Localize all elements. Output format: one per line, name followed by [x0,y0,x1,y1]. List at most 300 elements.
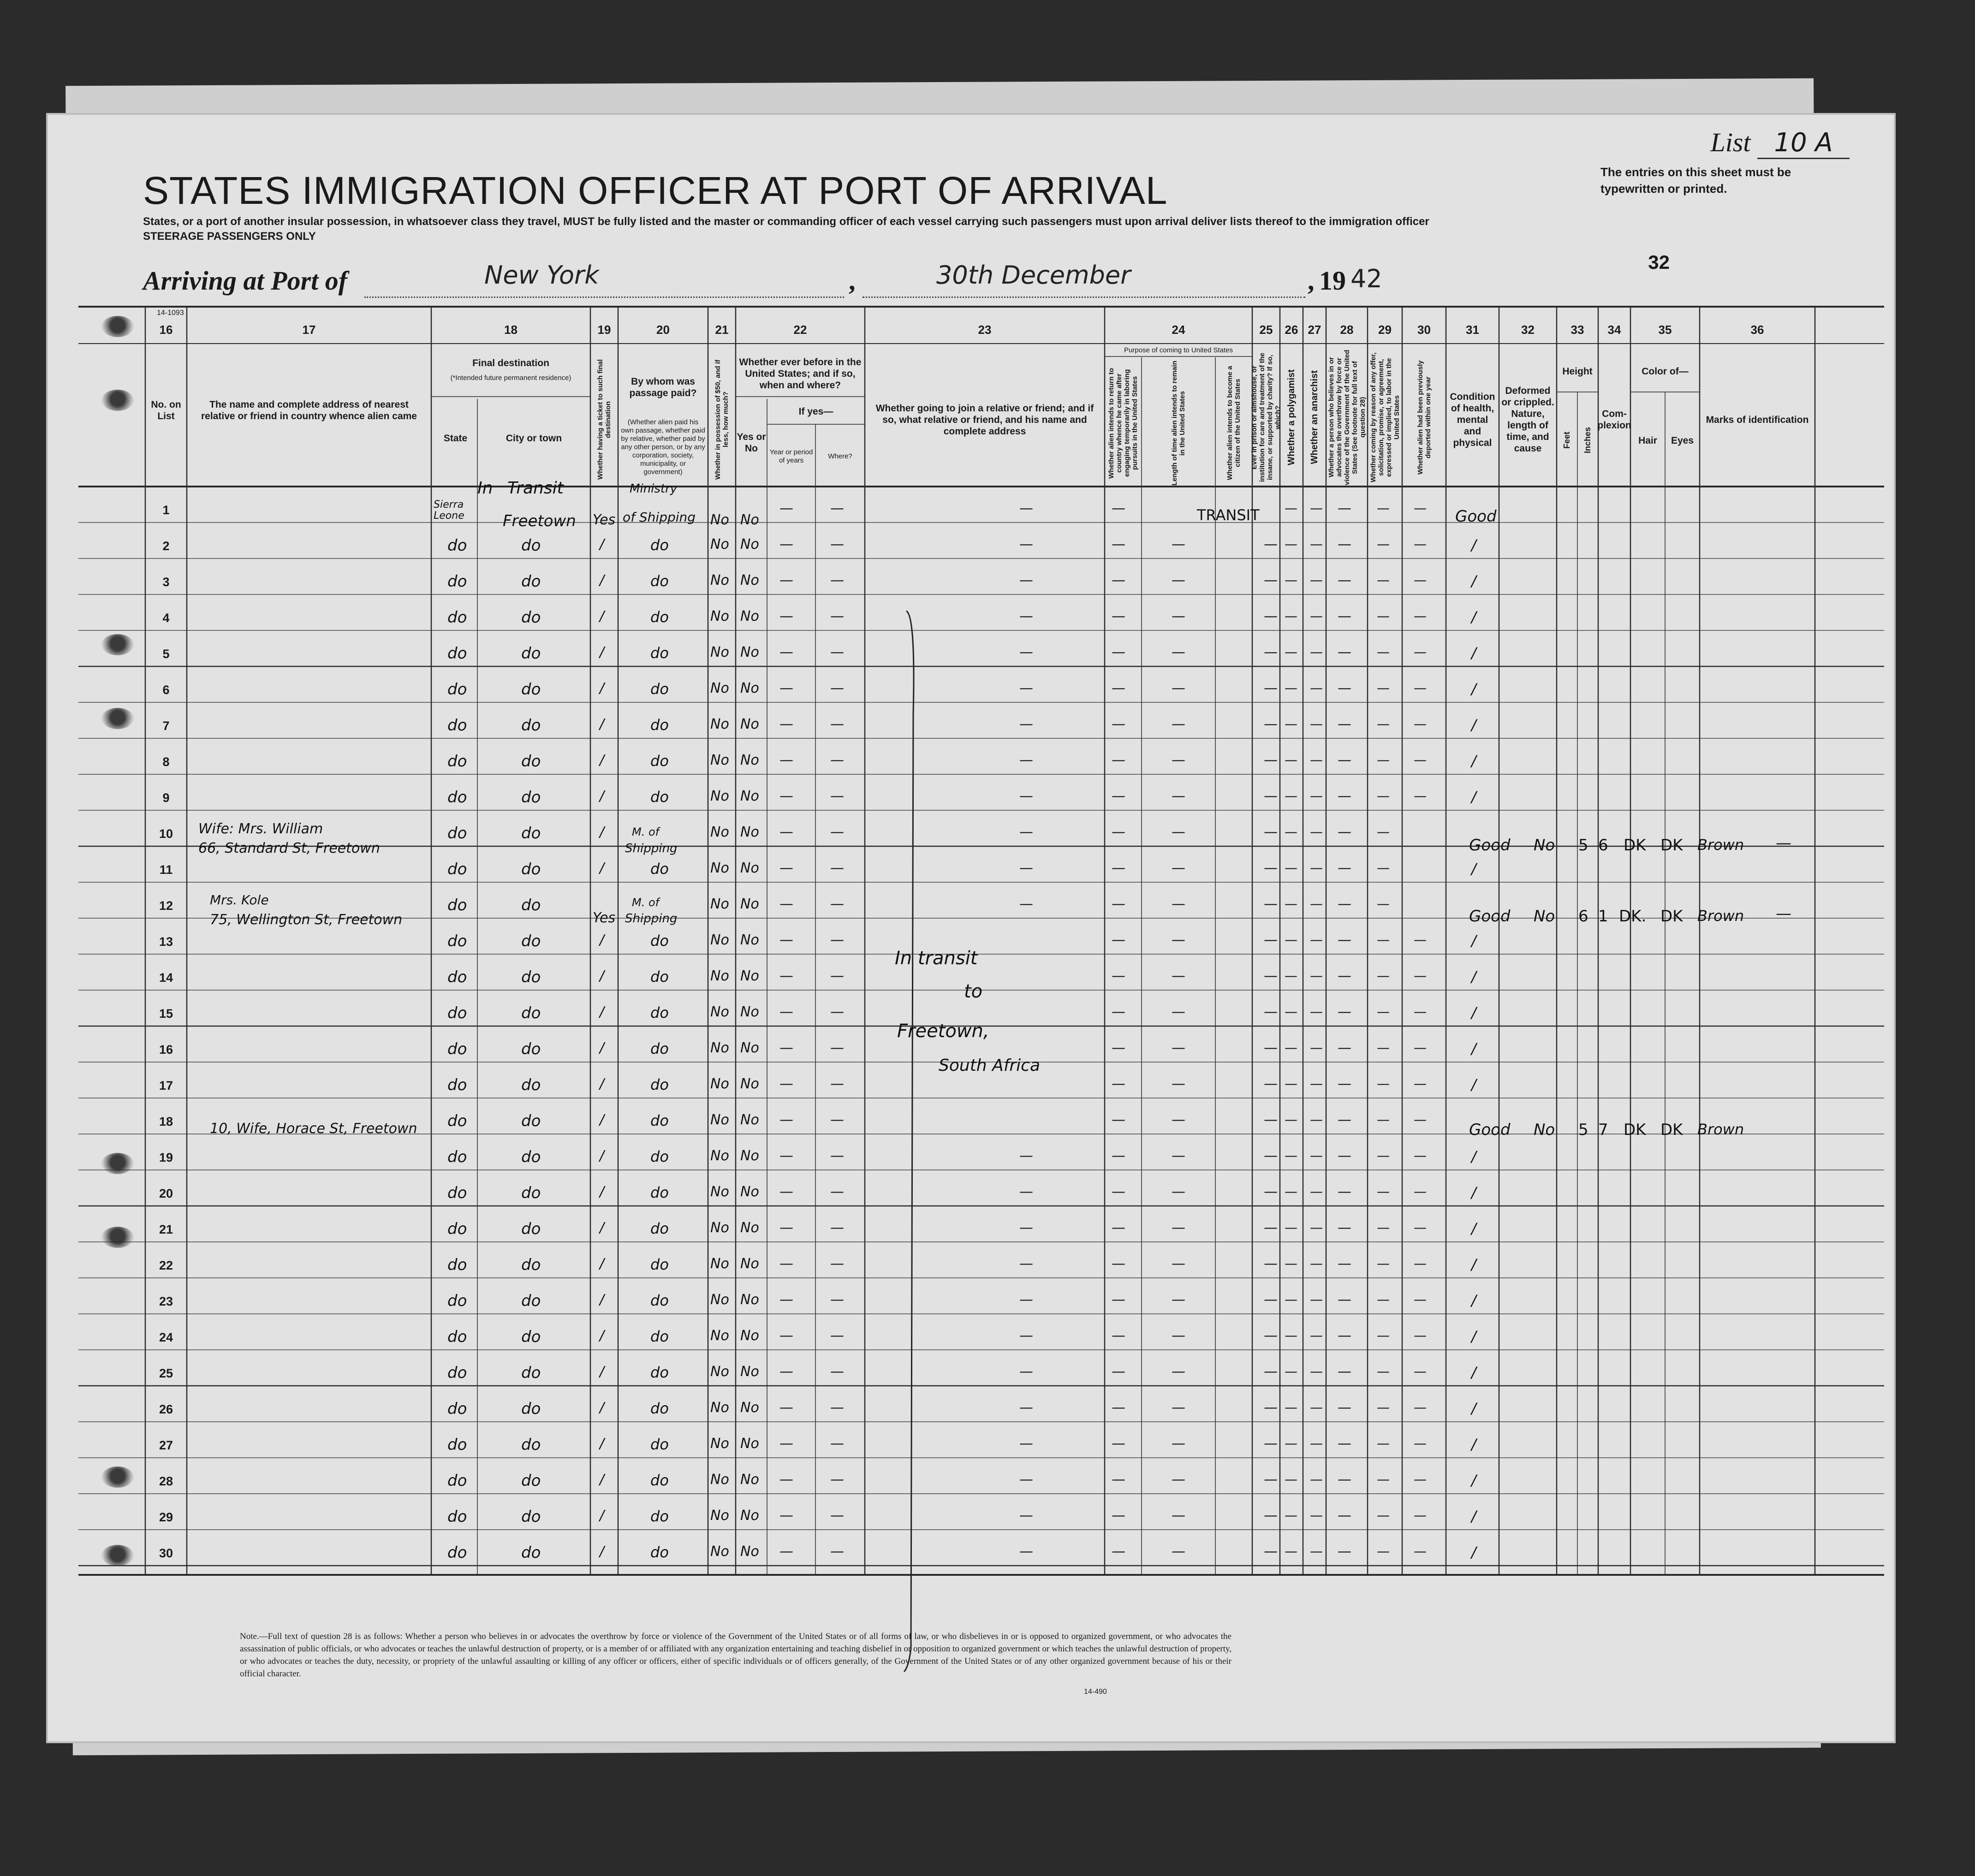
period-dash: — [779,1004,793,1020]
labor-dash: — [1377,1292,1390,1307]
health-tick: / [1471,968,1476,985]
header-ticket: Whether having a ticket to such final destination [596,359,612,480]
health-tick: / [1471,752,1476,770]
period-dash: — [779,1472,793,1488]
where-dash: — [830,1472,844,1488]
health-tick: / [1471,608,1476,626]
money-no: No [710,1472,729,1488]
length-dash: — [1172,968,1185,984]
colnum-24: 24 [1172,322,1185,337]
join-dash: — [1019,500,1033,516]
ticket-tick: / [600,644,605,660]
colnum-28: 28 [1340,322,1354,337]
entry-complexion-row10: DK [1624,836,1646,855]
city-ditto: do [521,1184,541,1202]
join-dash: — [1019,1472,1033,1488]
length-dash: — [1172,680,1185,696]
row-number: 15 [159,1007,173,1021]
prison-dash: — [1264,1364,1278,1380]
entry-join-d: South Africa [939,1056,1041,1075]
period-dash: — [779,896,793,912]
labor-dash: — [1377,1436,1390,1451]
purpose-dash: — [1112,1112,1125,1128]
period-dash: — [779,1400,793,1416]
entry-ticket-row12: Yes [593,910,616,926]
purpose-dash: — [1112,1076,1125,1092]
anarchist-dash: — [1310,500,1323,516]
polygamist-dash: — [1285,1112,1297,1127]
overthrow-dash: — [1338,1436,1351,1452]
length-dash: — [1172,860,1185,876]
state-ditto: do [447,644,467,663]
purpose-dash: — [1112,752,1125,768]
entry-relative-row10b: 66, Standard St, Freetown [198,840,380,856]
state-ditto: do [447,824,467,843]
city-ditto: do [521,1328,541,1346]
row-number: 12 [159,899,173,913]
header-purpose-return: Whether alien intends to return to country whence he came after engaging temporarily in laboring pursuits in the United States [1107,368,1139,479]
overthrow-dash: — [1338,536,1351,552]
city-ditto: do [521,572,541,591]
row-number: 19 [159,1151,173,1164]
health-tick: / [1471,1220,1476,1237]
period-dash: — [779,680,793,696]
prison-dash: — [1264,608,1278,624]
ticket-tick: / [600,1148,605,1164]
prison-dash: — [1264,1220,1278,1236]
prison-dash: — [1264,1148,1278,1164]
deported-dash: — [1414,1184,1427,1199]
where-dash: — [830,608,844,624]
polygamist-dash: — [1285,716,1297,731]
manifest-page [46,113,1896,1743]
deported-dash: — [1414,1400,1427,1415]
prison-dash: — [1264,644,1278,660]
row-number: 1 [162,503,170,517]
where-dash: — [830,860,844,876]
anarchist-dash: — [1310,1472,1323,1487]
overthrow-dash: — [1338,644,1351,660]
overthrow-dash: — [1338,968,1351,984]
header-where: Where? [828,452,852,460]
overthrow-dash: — [1338,1184,1351,1200]
health-tick: / [1471,860,1476,878]
length-dash: — [1172,1364,1185,1380]
where-dash: — [830,896,844,912]
ticket-tick: / [600,968,605,984]
subtitle-line-2: STEERAGE PASSENGERS ONLY [143,230,316,243]
header-purpose: Purpose of coming to United States [1124,346,1233,354]
ticket-tick: / [600,572,605,588]
header-final-destination: Final destination [472,358,549,368]
purpose-dash: — [1112,968,1125,984]
city-ditto: do [521,932,541,950]
before-no: No [740,1400,759,1416]
state-ditto: do [447,536,467,555]
join-dash: — [1019,536,1033,552]
overthrow-dash: — [1338,1112,1351,1128]
state-ditto: do [447,680,467,699]
purpose-dash: — [1112,1040,1125,1056]
before-no: No [740,1076,759,1092]
entry-before-row1: No [740,512,759,528]
entry-money-row1: No [710,512,729,528]
row-number: 30 [159,1546,173,1560]
polygamist-dash: — [1285,1544,1297,1559]
anarchist-dash: — [1310,1220,1323,1235]
overthrow-dash: — [1338,500,1351,516]
polygamist-dash: — [1285,860,1297,875]
ticket-tick: / [600,680,605,696]
purpose-dash: — [1112,1436,1125,1452]
where-dash: — [830,572,844,588]
before-no: No [740,1508,759,1524]
purpose-dash: — [1112,1184,1125,1200]
labor-dash: — [1377,716,1390,731]
port-of-arrival: New York [484,261,599,290]
money-no: No [710,752,729,768]
anarchist-dash: — [1310,680,1323,695]
money-no: No [710,1436,729,1452]
labor-dash: — [1377,1076,1390,1091]
state-ditto: do [447,896,467,914]
period-dash: — [779,608,793,624]
purpose-dash: — [1112,1400,1125,1416]
header-money: Whether in possession of $50, and if less, how much? [714,359,730,480]
city-ditto: do [521,716,541,735]
prison-dash: — [1264,1040,1278,1056]
length-dash: — [1172,1112,1185,1128]
header-no-on-list: No. on List [151,399,181,422]
health-tick: / [1471,932,1476,950]
health-tick: / [1471,1004,1476,1021]
polygamist-dash: — [1285,1400,1297,1415]
entry-inches-row12: 1 [1598,907,1608,926]
purpose-dash: — [1112,500,1125,516]
purpose-dash: — [1112,1256,1125,1272]
prison-dash: — [1264,1436,1278,1452]
overthrow-dash: — [1338,824,1351,840]
state-ditto: do [447,1148,467,1166]
overthrow-dash: — [1338,932,1351,948]
where-dash: — [830,1292,844,1308]
ticket-tick: / [600,752,605,768]
health-tick: / [1471,536,1476,554]
purpose-dash: — [1112,788,1125,804]
header-overthrow-wrapper [1326,348,1368,487]
year-prefix: 19 [1319,266,1346,296]
period-dash: — [779,1184,793,1200]
ticket-tick: / [600,824,605,840]
anarchist-dash: — [1310,1508,1323,1523]
deported-dash: — [1414,1256,1427,1271]
header-polygamist: Whether a polygamist [1286,369,1297,465]
before-no: No [740,1472,759,1488]
entry-marks-row10: — [1776,834,1791,852]
state-ditto: do [447,1328,467,1346]
entry-inches-row10: 6 [1598,836,1608,855]
header-hair: Hair [1638,435,1657,446]
year-suffix: 42 [1350,264,1382,293]
entry-health-row1: Good [1455,507,1497,526]
deported-dash: — [1414,1148,1427,1163]
row-number: 29 [159,1510,173,1524]
entry-eyes-row10: Brown [1697,836,1744,854]
city-ditto: do [521,608,541,627]
deported-dash: — [1414,1004,1427,1019]
city-ditto: do [521,1544,541,1562]
polygamist-dash: — [1285,932,1297,947]
money-no: No [710,608,729,624]
ticket-tick: / [600,1292,605,1308]
polygamist-dash: — [1285,1436,1297,1451]
entry-paid-row1b: of Shipping [623,510,696,525]
before-no: No [740,968,759,984]
colnum-33: 33 [1570,322,1584,337]
header-join-relative: Whether going to join a relative or friend; and if so, what relative or friend, and his name and complete address [875,403,1094,437]
header-inches: Inches [1583,427,1592,454]
money-no: No [710,1148,729,1164]
paid-ditto: do [650,968,669,985]
city-ditto: do [521,536,541,555]
health-tick: / [1471,1040,1476,1057]
header-condition: Condition of health, mental and physical [1450,391,1495,448]
entry-join-b: to [964,981,983,1002]
period-dash: — [779,536,793,552]
deported-dash: — [1414,536,1427,552]
subtitle-line-1: States, or a port of another insular possession, in whatsoever class they travel, MUST be fully listed and the master or commanding officer of each vessel carrying such passengers must upon arrival deliver lists thereof to the immigration officer [143,215,1429,228]
prison-dash: — [1264,788,1278,804]
row-number: 23 [159,1294,173,1308]
ticket-tick: / [600,716,605,732]
labor-dash: — [1377,1220,1390,1235]
anarchist-dash: — [1310,1076,1323,1091]
money-no: No [710,536,729,552]
anarchist-dash: — [1310,896,1323,911]
where-dash: — [830,932,844,948]
anarchist-dash: — [1310,644,1323,659]
labor-dash: — [1377,1400,1390,1415]
colnum-25: 25 [1259,322,1273,337]
overthrow-dash: — [1338,572,1351,588]
money-no: No [710,1544,729,1560]
labor-dash: — [1377,608,1390,623]
prison-dash: — [1264,1544,1278,1560]
length-dash: — [1172,824,1185,840]
join-dash: — [1019,1220,1033,1236]
polygamist-dash: — [1285,752,1297,767]
state-ditto: do [447,1112,467,1130]
entry-hair-row12: DK [1660,907,1683,926]
entry-eyes-row18: Brown [1697,1121,1744,1138]
header-deported: Whether alien had been previously deported within one year [1416,360,1432,475]
health-tick: / [1471,1364,1476,1381]
colnum-34: 34 [1607,322,1621,337]
deported-dash: — [1414,500,1427,516]
header-purpose-citizen: Whether alien intends to become a citizen of the United States [1226,366,1242,481]
row-number: 20 [159,1187,173,1200]
before-no: No [740,644,759,660]
overthrow-dash: — [1338,1076,1351,1092]
join-dash: — [1019,1328,1033,1344]
length-dash: — [1172,896,1185,912]
anarchist-dash: — [1310,1328,1323,1343]
labor-dash: — [1377,1040,1390,1055]
health-tick: / [1471,788,1476,806]
anarchist-dash: — [1310,1148,1323,1163]
prison-dash: — [1264,1400,1278,1416]
entry-health-row18: Good [1469,1121,1511,1139]
purpose-dash: — [1112,680,1125,696]
state-ditto: do [447,1184,467,1202]
prison-dash: — [1264,968,1278,984]
colnum-30: 30 [1417,322,1431,337]
period-dash: — [779,1508,793,1524]
overthrow-dash: — [1338,1328,1351,1344]
deported-dash: — [1414,608,1427,623]
polygamist-dash: — [1285,1040,1297,1055]
bracket-mark [904,611,914,1672]
where-dash: — [830,1400,844,1416]
before-no: No [740,680,759,696]
health-tick: / [1471,1076,1476,1093]
money-no: No [710,824,729,840]
polygamist-dash: — [1285,1364,1297,1379]
where-dash: — [830,1076,844,1092]
labor-dash: — [1377,1256,1390,1271]
entry-relative-row12a: Mrs. Kole [210,892,269,908]
before-no: No [740,824,759,840]
where-dash: — [830,1184,844,1200]
polygamist-dash: — [1285,788,1297,803]
city-ditto: do [521,788,541,807]
city-ditto: do [521,1040,541,1058]
prison-dash: — [1264,1076,1278,1092]
state-ditto: do [447,1256,467,1274]
period-dash: — [779,788,793,804]
entry-city-row1: Freetown [503,512,576,530]
purpose-dash: — [1112,1004,1125,1020]
city-ditto: do [521,1220,541,1238]
paid-ditto: do [650,1040,669,1057]
state-ditto: do [447,932,467,950]
header-yes-or-no: Yes or No [737,432,766,454]
where-dash: — [830,1364,844,1380]
header-purpose-sub3-wrapper [1215,357,1252,489]
deported-dash: — [1414,1076,1427,1091]
length-dash: — [1172,536,1185,552]
purpose-dash: — [1112,716,1125,732]
prison-dash: — [1264,1184,1278,1200]
deported-dash: — [1414,680,1427,695]
anarchist-dash: — [1310,716,1323,731]
anarchist-dash: — [1310,572,1323,588]
purpose-dash: — [1112,1148,1125,1164]
health-tick: / [1471,1436,1476,1453]
row-number: 11 [159,863,173,877]
length-dash: — [1172,752,1185,768]
city-ditto: do [521,860,541,879]
labor-dash: — [1377,1364,1390,1379]
arriving-label: Arriving at Port of [143,266,348,296]
overthrow-dash: — [1338,752,1351,768]
city-ditto: do [521,1148,541,1166]
join-dash: — [1019,644,1033,660]
deported-dash: — [1414,1328,1427,1343]
header-prison-wrapper [1252,348,1280,487]
anarchist-dash: — [1310,752,1323,767]
purpose-dash: — [1112,860,1125,876]
money-no: No [710,896,729,912]
list-number: 10 A [1757,128,1850,159]
polygamist-dash: — [1285,680,1297,695]
header-period: Year or period of years [769,448,813,464]
length-dash: — [1172,1328,1185,1344]
ticket-tick: / [600,1364,605,1380]
paid-ditto: do [650,788,669,806]
entry-transit-stamp: TRANSIT [1197,506,1260,524]
where-dash: — [830,1148,844,1164]
money-no: No [710,1112,729,1128]
length-dash: — [1172,1544,1185,1560]
labor-dash: — [1377,1184,1390,1199]
length-dash: — [1172,1508,1185,1524]
labor-dash: — [1377,1112,1390,1127]
polygamist-dash: — [1285,824,1297,839]
where-dash: — [830,680,844,696]
before-no: No [740,1148,759,1164]
city-ditto: do [521,1400,541,1418]
length-dash: — [1172,788,1185,804]
purpose-dash: — [1112,608,1125,624]
header-eyes: Eyes [1671,435,1694,446]
health-tick: / [1471,680,1476,698]
health-tick: / [1471,1400,1476,1417]
entry-complexion-row18: DK [1624,1121,1646,1139]
header-ever-before: Whether ever before in the United States; and if so, when and where? [739,356,862,391]
before-no: No [740,788,759,804]
period-dash: — [779,1544,793,1560]
anarchist-dash: — [1310,788,1323,803]
polygamist-dash: — [1285,896,1297,911]
overthrow-dash: — [1338,608,1351,624]
before-no: No [740,1112,759,1128]
row-number: 5 [162,647,170,661]
deported-dash: — [1414,968,1427,983]
colnum-22: 22 [793,322,807,337]
period-dash: — [779,1328,793,1344]
overthrow-dash: — [1338,1400,1351,1416]
anarchist-dash: — [1310,1544,1323,1559]
length-dash: — [1172,1220,1185,1236]
money-no: No [710,968,729,984]
polygamist-dash: — [1285,1148,1297,1163]
length-dash: — [1172,1256,1185,1272]
colnum-32: 32 [1521,322,1535,337]
health-tick: / [1471,1472,1476,1489]
where-dash: — [830,1508,844,1524]
labor-dash: — [1377,1004,1390,1019]
labor-dash: — [1377,968,1390,983]
row-number: 27 [159,1438,173,1452]
purpose-dash: — [1112,932,1125,948]
entry-join-a: In transit [895,948,978,969]
entry-relative-row10a: Wife: Mrs. William [198,821,323,837]
state-ditto: do [447,1040,467,1058]
where-dash: — [830,1544,844,1560]
row-number: 3 [162,575,170,589]
before-no: No [740,536,759,552]
